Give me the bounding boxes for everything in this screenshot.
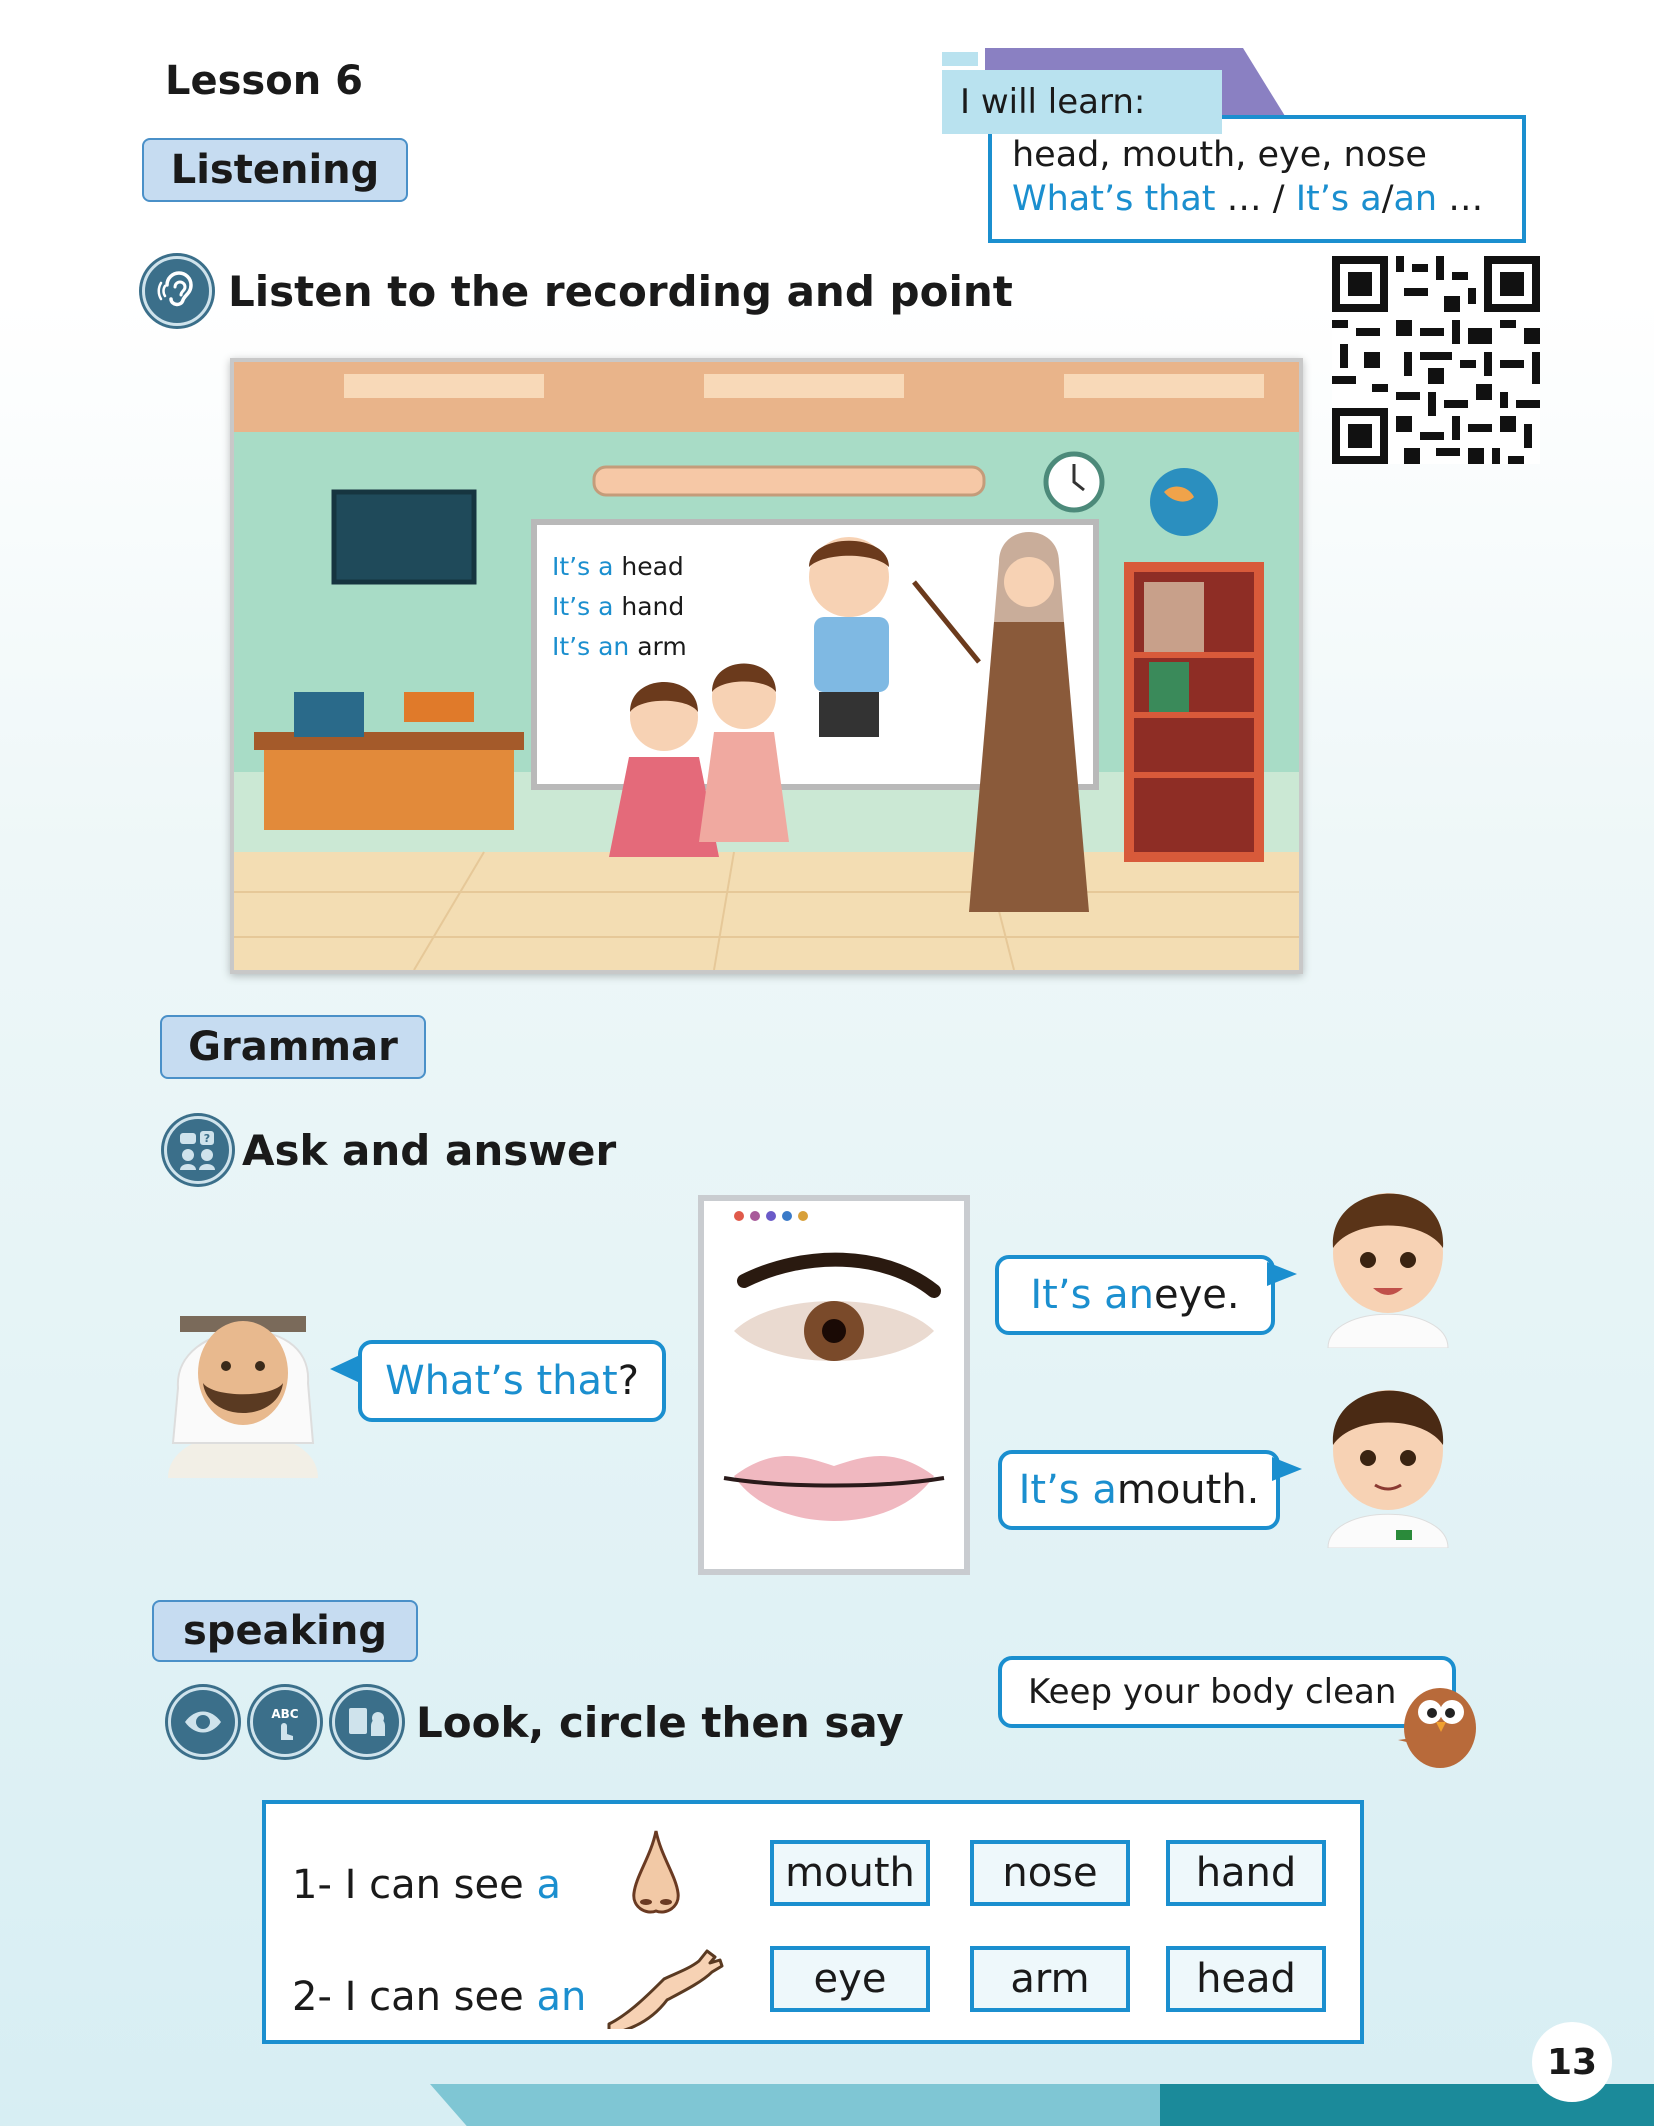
bubble-tail xyxy=(1267,1262,1297,1286)
whiteboard xyxy=(698,1195,970,1575)
choice-hand[interactable]: hand xyxy=(1166,1840,1326,1906)
learn-vocabulary: head, mouth, eye, nose xyxy=(1012,135,1427,175)
choice-arm[interactable]: arm xyxy=(970,1946,1130,2012)
grammar-instruction: Ask and answer xyxy=(242,1125,617,1175)
grammar-pill: Grammar xyxy=(160,1015,426,1079)
marker-dots xyxy=(734,1211,808,1221)
speaking-pill: speaking xyxy=(152,1600,418,1662)
listening-pill: Listening xyxy=(142,138,408,202)
choice-eye[interactable]: eye xyxy=(770,1946,930,2012)
exercise-box xyxy=(262,1800,1364,2044)
exercise-line-1: 1- I can see a xyxy=(292,1862,561,1908)
owl-mascot xyxy=(1388,1670,1484,1770)
svg-text:ABC: ABC xyxy=(271,1707,299,1721)
answer-bubble-eye: It’s an eye. xyxy=(995,1255,1275,1335)
speaking-heading xyxy=(168,1686,904,1758)
page-number: 13 xyxy=(1532,2022,1612,2102)
exercise-line-2: 2- I can see an xyxy=(292,1974,587,2020)
board-line: It’s a head xyxy=(552,552,684,581)
speaking-head-icon xyxy=(332,1687,402,1757)
qr-code-icon[interactable] xyxy=(1332,256,1540,464)
learn-decor-small xyxy=(942,52,978,66)
listening-instruction: Listen to the recording and point xyxy=(228,266,1013,316)
ear-icon xyxy=(142,256,212,326)
lesson-title: Lesson 6 xyxy=(165,58,363,104)
answer-bubble-mouth: It’s a mouth. xyxy=(998,1450,1280,1530)
conversation-icon xyxy=(164,1116,232,1184)
eye-icon xyxy=(168,1687,238,1757)
bubble-tail xyxy=(330,1355,360,1383)
abc-touch-icon xyxy=(250,1687,320,1757)
arm-picture xyxy=(604,1939,724,2029)
bubble-tail xyxy=(1272,1457,1302,1481)
mouth-picture xyxy=(714,1436,954,1546)
grammar-heading xyxy=(164,1115,616,1185)
eye-picture xyxy=(724,1241,944,1381)
learn-box xyxy=(988,115,1526,243)
board-text xyxy=(552,547,687,667)
learn-structure: What’s that … / It’s a/an … xyxy=(1012,179,1484,219)
choice-nose[interactable]: nose xyxy=(970,1840,1130,1906)
learn-tab: I will learn: xyxy=(942,70,1222,134)
boy-avatar-2 xyxy=(1318,1370,1458,1548)
nose-picture xyxy=(616,1826,696,1921)
listening-heading xyxy=(142,256,1013,326)
svg-text:?: ? xyxy=(203,1132,211,1145)
tip-bubble: Keep your body clean xyxy=(998,1656,1456,1728)
board-line: It’s a hand xyxy=(552,592,685,621)
classroom-illustration xyxy=(230,358,1303,974)
choice-head[interactable]: head xyxy=(1166,1946,1326,2012)
choice-mouth[interactable]: mouth xyxy=(770,1840,930,1906)
boy-avatar-1 xyxy=(1318,1178,1458,1348)
board-line: It’s an arm xyxy=(552,632,687,661)
question-bubble: What’s that ? xyxy=(358,1340,666,1422)
man-avatar xyxy=(158,1278,328,1478)
speaking-instruction: Look, circle then say xyxy=(416,1697,904,1747)
